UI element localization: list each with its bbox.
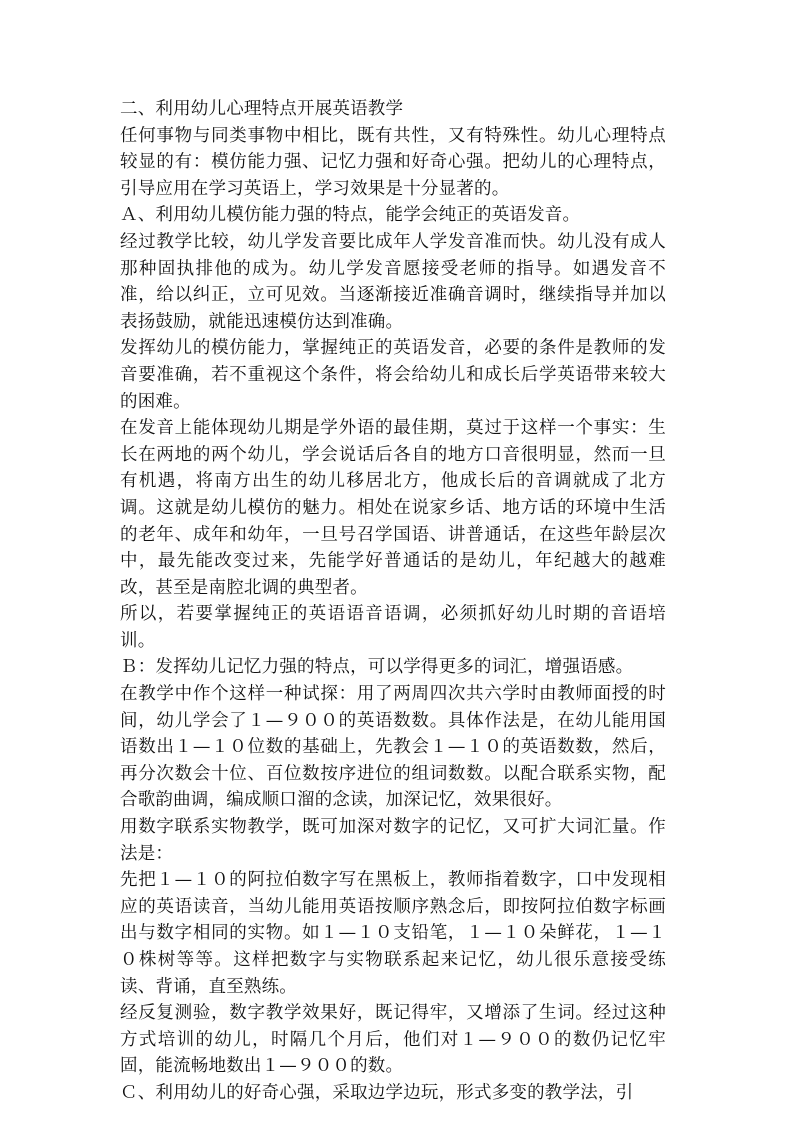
paragraph-b1: 在教学中作个这样一种试探：用了两周四次共六学时由教师面授的时间，幼儿学会了１—９００的英语数数。具体作法是，在幼儿能用国语数出１—１０位数的基础上，先教会１—１０的英语数数，然后，再分次数会十位、百位数按序进位的组词数数。以配合联系实物，配合歌韵曲调，编成顺口溜的念读，加深记忆，效果很好。 [120,684,666,811]
subheading-a: Ａ、利用幼儿模仿能力强的特点，能学会纯正的英语发音。 [120,205,581,226]
document-page [120,96,666,1107]
paragraph-a3: 在发音上能体现幼儿期是学外语的最佳期，莫过于这样一个事实：生长在两地的两个幼儿，学会说话后各自的地方口音很明显，然而一旦有机遇，将南方出生的幼儿移居北方，他成长后的音调就成了北方调。这就是幼儿模仿的魅力。相处在说家乡话、地方话的环境中生活的老年、成年和幼年，一旦号召学国语、讲普通话，在这些年龄层次中，最先能改变过来，先能学好普通话的是幼儿，年纪越大的越难改，甚至是南腔北调的典型者。 [120,418,666,598]
section-heading: 二、利用幼儿心理特点开展英语教学 [120,99,404,119]
paragraph-b3: 先把１—１０的阿拉伯数字写在黑板上，教师指着数字，口中发现相应的英语读音，当幼儿能用英语按顺序熟念后，即按阿拉伯数字标画出与数字相同的实物。如１—１０支铅笔，１—１０朵鲜花，１—１０株树等等。这样把数字与实物联系起来记忆，幼儿很乐意接受练读、背诵，直至熟练。 [120,870,666,997]
intro-paragraph: 任何事物与同类事物中相比，既有共性，又有特殊性。幼儿心理特点较显的有：模仿能力强、记忆力强和好奇心强。把幼儿的心理特点，引导应用在学习英语上，学习效果是十分显著的。 [120,125,666,199]
paragraph-a1: 经过教学比较，幼儿学发音要比成年人学发音准而快。幼儿没有成人那种固执排他的成为。幼儿学发音愿接受老师的指导。如遇发音不准，给以纠正，立可见效。当逐渐接近准确音调时，继续指导并加以表扬鼓励，就能迅速模仿达到准确。 [120,231,666,332]
subheading-c: Ｃ、利用幼儿的好奇心强，采取边学边玩，形式多变的教学法，引 [120,1082,634,1103]
paragraph-b4: 经反复测验，数字教学效果好，既记得牢，又增添了生词。经过这种方式培训的幼儿，时隔几个月后，他们对１—９００的数仍记忆牢固，能流畅地数出１—９００的数。 [120,1003,666,1077]
subheading-b: Ｂ：发挥幼儿记忆力强的特点，可以学得更多的词汇，增强语感。 [120,657,634,678]
paragraph-a4: 所以，若要掌握纯正的英语语音语调，必须抓好幼儿时期的音语培训。 [120,604,666,651]
paragraph-a2: 发挥幼儿的模仿能力，掌握纯正的英语发音，必要的条件是教师的发音要准确，若不重视这个条件，将会给幼儿和成长后学英语带来较大的困难。 [120,338,666,412]
paragraph-b2: 用数字联系实物教学，既可加深对数字的记忆，又可扩大词汇量。作法是： [120,817,666,864]
